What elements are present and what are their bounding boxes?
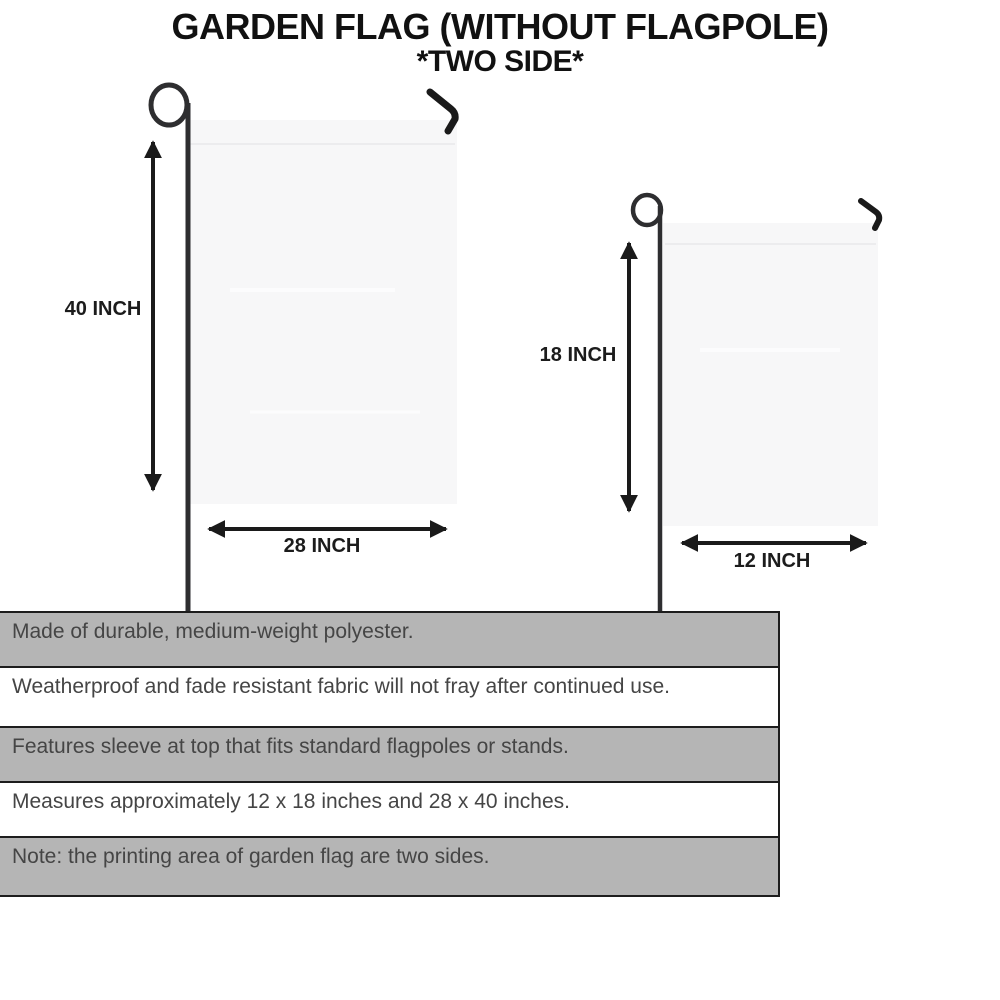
feature-text: Made of durable, medium-weight polyester. — [12, 620, 414, 643]
feature-text: Features sleeve at top that fits standard flagpoles or stands. — [12, 735, 569, 758]
small-flag-width-label: 12 INCH — [733, 550, 811, 572]
page-subtitle: *TWO SIDE* — [416, 45, 584, 78]
feature-list — [0, 611, 780, 897]
small-pole-loop — [633, 195, 661, 225]
feature-row — [0, 781, 780, 838]
small-flag-height-label: 18 INCH — [539, 344, 617, 366]
feature-row — [0, 726, 780, 783]
large-flag-height-label: 40 INCH — [64, 298, 142, 320]
feature-row — [0, 611, 780, 668]
feature-text: Note: the printing area of garden flag are two sides. — [12, 845, 490, 868]
feature-text: Measures approximately 12 x 18 inches and 28 x 40 inches. — [12, 790, 570, 813]
large-flag-width-label: 28 INCH — [283, 535, 361, 557]
small-flag-panel — [663, 223, 878, 526]
large-pole-loop — [151, 85, 187, 125]
feature-row — [0, 836, 780, 897]
feature-text: Weatherproof and fade resistant fabric will not fray after continued use. — [12, 675, 670, 698]
page-title: GARDEN FLAG (WITHOUT FLAGPOLE) — [171, 6, 829, 47]
feature-row — [0, 666, 780, 728]
large-flag-panel — [188, 120, 457, 504]
